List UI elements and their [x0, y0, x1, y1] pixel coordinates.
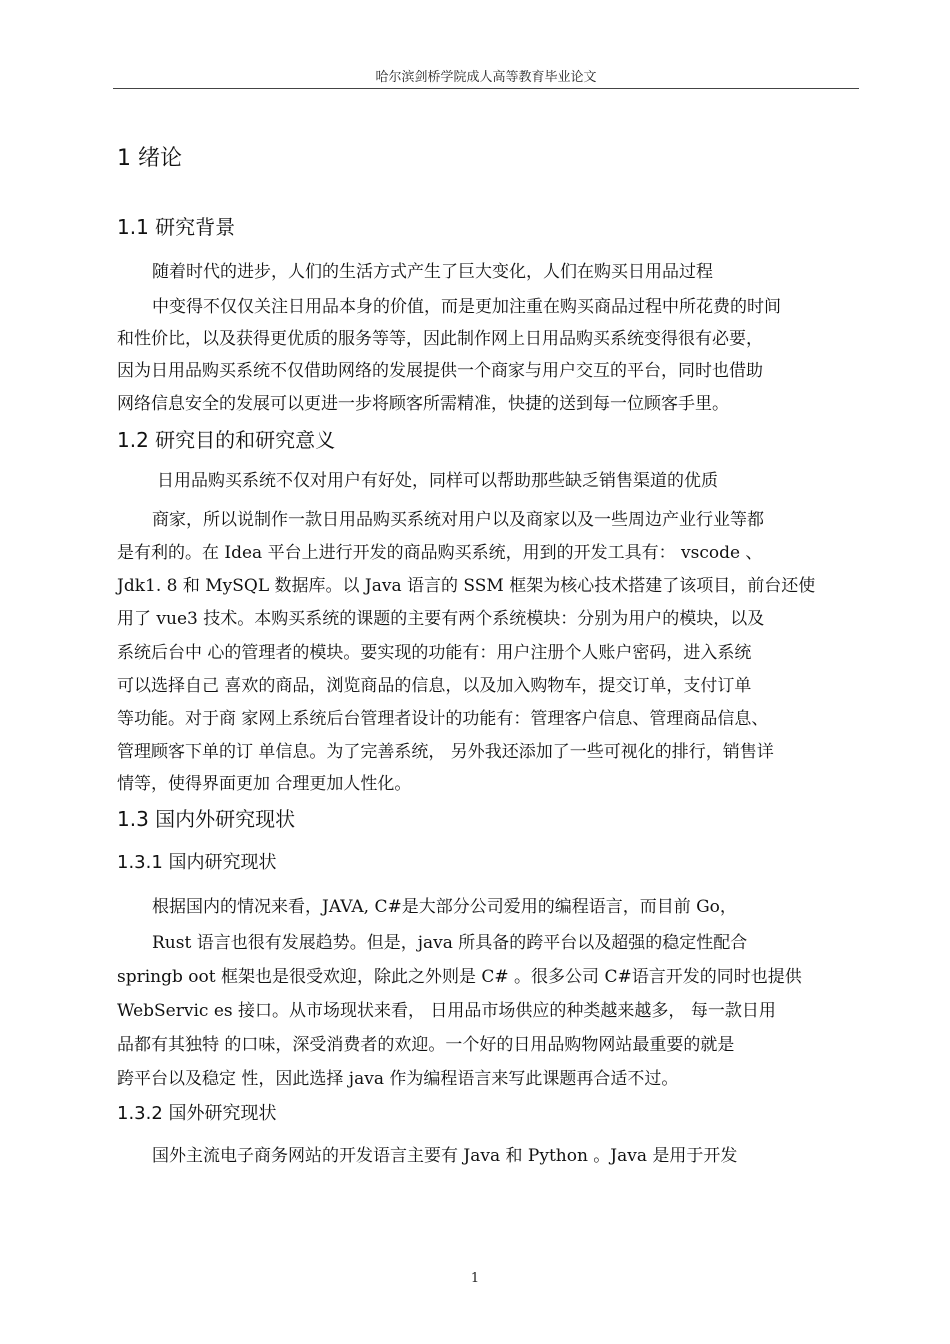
paragraph-line: 系统后台中 心的管理者的模块。要实现的功能有：用户注册个人账户密码，进入系统	[117, 643, 752, 663]
paragraph-line: 因为日用品购买系统不仅借助网络的发展提供一个商家与用户交互的平台，同时也借助	[117, 361, 763, 381]
paragraph-line: 随着时代的进步，人们的生活方式产生了巨大变化，人们在购买日用品过程	[152, 262, 713, 282]
page-number: 1	[470, 1271, 480, 1286]
paragraph-line: WebServic es 接口。从市场现状来看， 日用品市场供应的种类越来越多， 每一款日用	[117, 1001, 776, 1021]
paragraph-line: 是有利的。在 Idea 平台上进行开发的商品购买系统，用到的开发工具有： vscode 、	[117, 543, 763, 563]
section-heading-1-2: 1.2 研究目的和研究意义	[117, 428, 336, 452]
paragraph-line: 中变得不仅仅关注日用品本身的价值，而是更加注重在购买商品过程中所花费的时间	[152, 297, 781, 317]
paragraph-line: 根据国内的情况来看，JAVA, C#是大部分公司爱用的编程语言，而目前 Go，	[152, 897, 737, 917]
paragraph-line: 可以选择自己 喜欢的商品，浏览商品的信息，以及加入购物车，提交订单，支付订单	[117, 676, 752, 696]
paragraph-line: Jdk1. 8 和 MySQL 数据库。以 Java 语言的 SSM 框架为核心技术搭建了该项目，前台还使	[117, 576, 816, 596]
chapter-title: 1 绪论	[117, 146, 182, 171]
section-heading-1-1: 1.1 研究背景	[117, 215, 236, 239]
header-rule	[113, 88, 859, 89]
running-header: 哈尔滨剑桥学院成人高等教育毕业论文	[375, 70, 597, 85]
paragraph-line: 品都有其独特 的口味，深受消费者的欢迎。一个好的日用品购物网站最重要的就是	[117, 1035, 735, 1055]
paragraph-line: 国外主流电子商务网站的开发语言主要有 Java 和 Python 。Java 是用于开发	[152, 1146, 738, 1166]
paragraph-line: 商家，所以说制作一款日用品购买系统对用户以及商家以及一些周边产业行业等都	[152, 510, 764, 530]
paragraph-line: 跨平台以及稳定 性，因此选择 java 作为编程语言来写此课题再合适不过。	[117, 1069, 679, 1089]
paragraph-line: springb oot 框架也是很受欢迎，除此之外则是 C# 。很多公司 C#语言开发的同时也提供	[117, 967, 802, 987]
subsection-heading-1-3-2: 1.3.2 国外研究现状	[117, 1103, 277, 1124]
paragraph-line: 和性价比，以及获得更优质的服务等等，因此制作网上日用品购买系统变得很有必要，	[117, 329, 763, 349]
paragraph-line: 网络信息安全的发展可以更进一步将顾客所需精准，快捷的送到每一位顾客手里。	[117, 394, 729, 414]
paragraph-line: 情等，使得界面更加 合理更加人性化。	[117, 774, 412, 794]
paragraph-line: 用了 vue3 技术。本购买系统的课题的主要有两个系统模块：分别为用户的模块，以及	[117, 609, 765, 629]
paragraph-line: 等功能。对于商 家网上系统后台管理者设计的功能有：管理客户信息、管理商品信息、	[117, 709, 769, 729]
paragraph-line: 日用品购买系统不仅对用户有好处，同样可以帮助那些缺乏销售渠道的优质	[157, 471, 718, 491]
subsection-heading-1-3-1: 1.3.1 国内研究现状	[117, 852, 277, 873]
paragraph-line: Rust 语言也很有发展趋势。但是，java 所具备的跨平台以及超强的稳定性配合	[152, 933, 748, 953]
paragraph-line: 管理顾客下单的订 单信息。为了完善系统， 另外我还添加了一些可视化的排行，销售详	[117, 742, 774, 762]
section-heading-1-3: 1.3 国内外研究现状	[117, 807, 296, 831]
